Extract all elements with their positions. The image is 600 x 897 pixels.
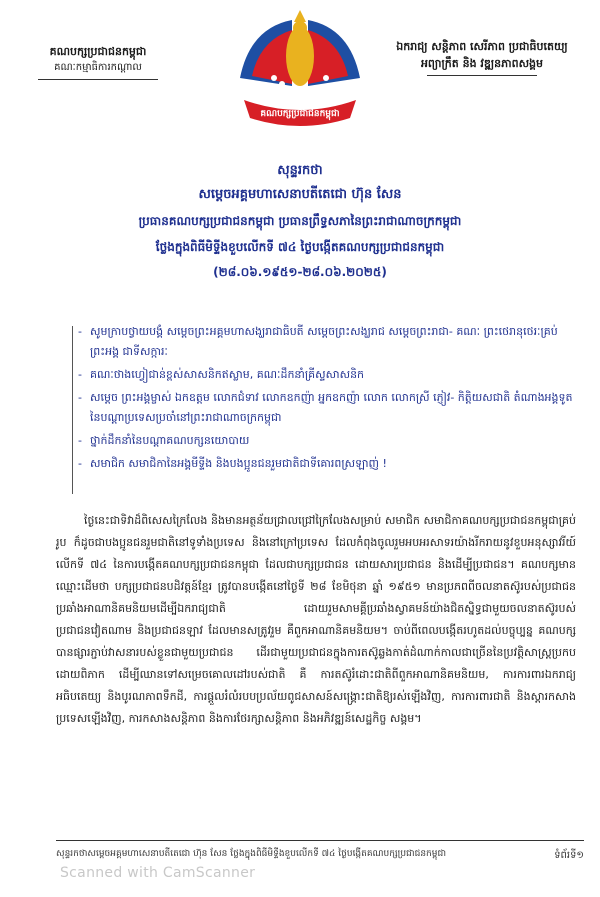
footer-divider [56, 840, 584, 841]
emblem-star-left [271, 75, 277, 81]
anniversary-dates: (២៨.០៦.១៩៥១-២៨.០៦.២០២៥) [213, 265, 387, 279]
party-emblem-icon [230, 8, 370, 128]
speech-heading: សុន្ទរកថា [277, 163, 323, 178]
speaker-role: ប្រធានគណបក្សប្រជាជនកម្ពុជា ប្រធានព្រឹទ្ធសភានៃព្រះរាជាណាចក្រកម្ពុជា [138, 214, 462, 228]
addressee-item: - សម្តេច ព្រះអង្គម្ចាស់ ឯកឧត្តម លោកជំទាវ លោកឧកញ៉ា អ្នកឧកញ៉ា លោក លោកស្រី ភ្ញៀវ- កិត្តិយសជាតិ តំណាងអង្គទូតនៃបណ្តាប្រទេសប្រចាំនៅព្រះរាជាណាចក្រកម្ពុជា [78, 388, 578, 428]
national-motto [382, 38, 582, 76]
emblem-star-mid [279, 81, 285, 87]
addressee-item: - សមាជិក សមាជិកានៃអង្គមីទ្ទីង និងបងប្អូនជនរួមជាតិជាទីគោរពស្រឡាញ់ ! [78, 454, 578, 474]
speaker-name: សម្តេចអគ្គមហាសេនាបតីតេជោ ហ៊ុន សែន [198, 187, 402, 202]
emblem-star-right [323, 75, 329, 81]
motto-line-1: ឯករាជ្យ សន្តិភាព សេរីភាព ប្រជាធិបតេយ្យ [396, 40, 568, 53]
addressee-item: - ថ្នាក់ដឹកនាំនៃបណ្តាគណបក្សនយោបាយ [78, 431, 578, 451]
header-divider [38, 79, 158, 80]
party-header [18, 44, 178, 80]
speech-occasion: ថ្លែងក្នុងពិធីមិទ្ទីងខួបលើកទី ៧៤ ថ្ងៃបង្កើតគណបក្សប្រជាជនកម្ពុជា [155, 240, 445, 254]
speech-title [40, 160, 560, 284]
emblem-deity-head [293, 21, 307, 35]
page-number: ទំព័រទី១ [554, 850, 584, 861]
motto-line-2: អព្យាក្រឹត និង វឌ្ឍនភាពសង្គម [420, 57, 544, 70]
footer-caption: សុន្ទរកថាសម្តេចអគ្គមហាសេនាបតីតេជោ ហ៊ុន សែន ថ្លែងក្នុងពិធីមិទ្ទីងខួបលើកទី ៧៤ ថ្ងៃបង្កើតគណបក្សប្រជាជនកម្ពុជា [56, 849, 447, 859]
addressee-item: - គណៈថាងហ្វៀជាន់ខ្ពស់សាសនិកឥស្លាម, គណៈដឹកនាំគ្រីស្ទសាសនិក [78, 365, 578, 385]
motto-divider [427, 75, 537, 76]
addressee-list [78, 322, 578, 477]
emblem-banner-text: គណបក្សប្រជាជនកម្ពុជា [260, 109, 340, 119]
speech-body: ថ្ងៃនេះជាទិវាដ៏ពិសេសក្រៃលែង និងមានអត្ថន័យជ្រាលជ្រៅក្រៃលែងសម្រាប់ សមាជិក សមាជិកាគណបក្សប្រជាជនកម្ពុជាគ្រប់រូប ក៏ដូចជាបងប្អូនជនរួមជាតិនៅទូទាំងប្រទេស និងនៅក្រៅប្រទេស ដែលកំពុងចូលរួមអបអរសាទរយ៉ាងរីករាយនូវខួបអនុស្សាវរីយ៍លើកទី ៧៤ នៃការបង្កើតគណបក្សប្រជាជនកម្ពុជា ដែលជាបក្សប្រជាជន ដោយសារប្រជាជន និងដើម្បីប្រជាជន។ គណបក្សមានឈ្មោះដើមថា បក្សប្រជាជនបដិវត្តន៍ខ្មែរ ត្រូវបានបង្កើតនៅថ្ងៃទី ២៨ ខែមិថុនា ឆ្នាំ ១៩៥១ មានប្រភពពីចលនាតស៊ូរបស់ប្រជាជនប្រឆាំងអាណានិគមនិយមដើម្បីឯករាជ្យជាតិ ដោយរួមសាមគ្គីប្រឆាំងស្វាគមន៍យ៉ាងជិតស្និទ្ធជាមួយចលនាតស៊ូរបស់ប្រជាជនវៀតណាម និងប្រជាជនឡាវ ដែលមានសត្រូវរួម គឺពួកអាណានិគមនិយម។ ចាប់ពីពេលបង្កើតរហូតដល់បច្ចុប្បន្ន គណបក្សបានផ្សារភ្ជាប់វាសនារបស់ខ្លួនជាមួយប្រជាជន ដើរជាមួយប្រជាជនក្នុងការតស៊ូឆ្លងកាត់ដំណាក់កាលជាច្រើននៃប្រវត្តិសាស្ត្រប្រកបដោយពិភាក ដើម្បីឈានទៅសម្រេចគោលដៅរបស់ជាតិ គឺ ការតស៊ូរំដោះជាតិពីពួកអាណានិគមនិយម, ការការពារឯករាជ្យ អធិបតេយ្យ និងបូរណភាពទឹកដី, ការផ្តួលរំលំរបបប្រល័យពូជសាសន៍សង្គ្រោះជាតិឱ្យរស់ឡើងវិញ, ការការពារជាតិ និងស្តារកសាងប្រទេសឡើងវិញ, ការកសាងសន្តិភាព និងការថែរក្សាសន្តិភាព និងអភិវឌ្ឍន៍សេដ្ឋកិច្ច សង្គម។ [56, 514, 576, 725]
emblem-crown [294, 10, 306, 22]
party-name: គណបក្សប្រជាជនកម្ពុជា [49, 45, 147, 58]
committee-name: គណៈកម្មាធិការកណ្តាល [54, 62, 142, 73]
addressee-rule [72, 326, 73, 494]
addressee-item: - សូមក្រាបថ្វាយបង្គំ សម្តេចព្រះអគ្គមហាសង្ឃរាជាធិបតី សម្តេចព្រះសង្ឃរាជ សម្តេចព្រះរាជា- គណៈ ព្រះថេរានុថេរៈគ្រប់ព្រះអង្គ ជាទីសក្ការៈ [78, 322, 578, 362]
scanner-watermark: Scanned with CamScanner [60, 865, 256, 881]
